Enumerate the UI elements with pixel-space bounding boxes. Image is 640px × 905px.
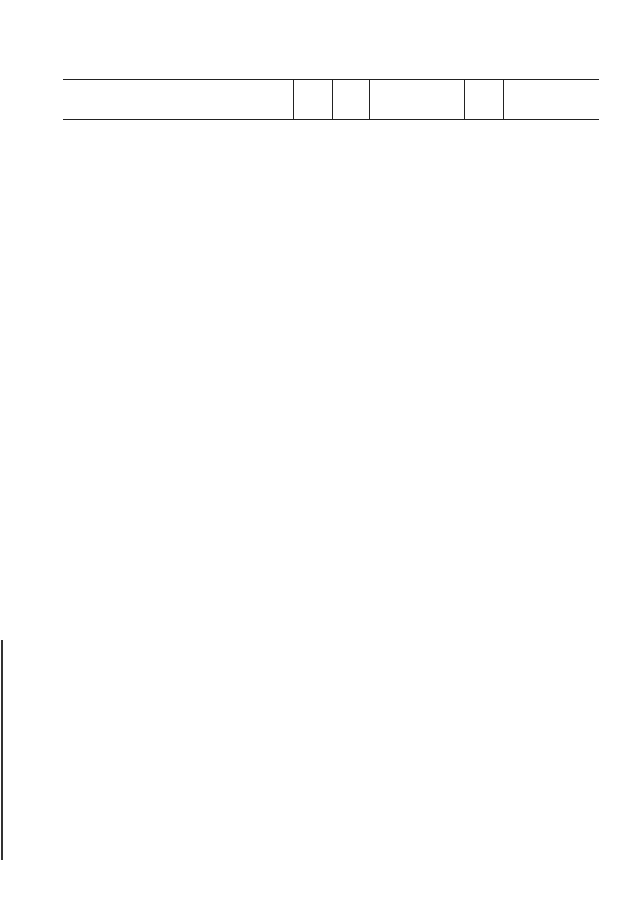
header-sum (503, 80, 599, 119)
table-header (63, 79, 599, 120)
header-name (63, 80, 293, 119)
header-pr (332, 80, 369, 119)
header-vr (464, 80, 503, 119)
header-rz (293, 80, 332, 119)
scan-edge-mark (1, 640, 3, 860)
header-csr (369, 80, 464, 119)
